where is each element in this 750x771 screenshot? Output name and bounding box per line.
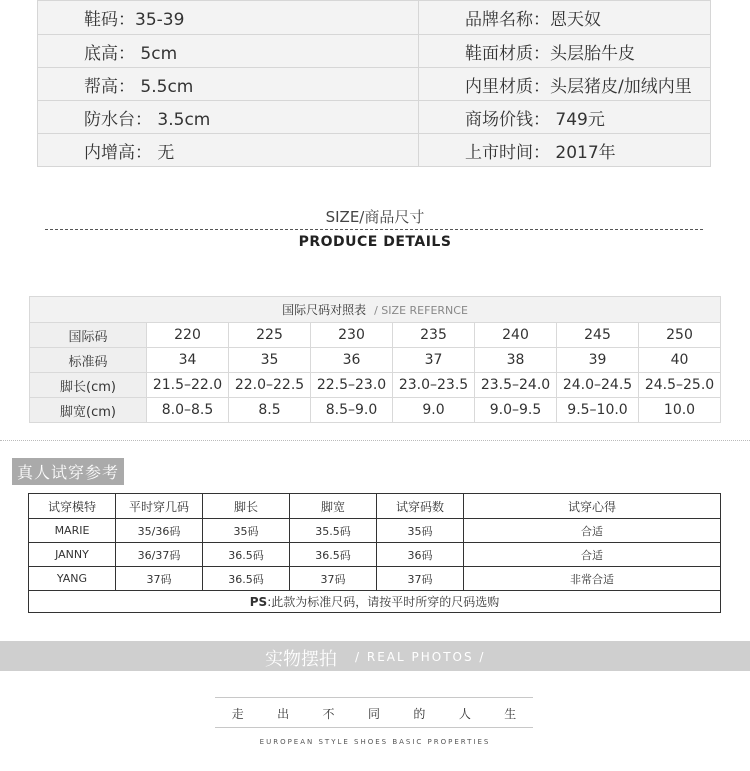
table-cell: 36/37码	[116, 543, 203, 567]
table-cell: MARIE	[29, 519, 116, 543]
row-label: 脚长(cm)	[30, 373, 147, 398]
motto-char: 走	[231, 707, 244, 721]
table-row	[29, 519, 721, 543]
table-row	[30, 348, 721, 373]
column-header: 脚宽	[290, 494, 377, 519]
motto-char: 的	[413, 707, 426, 721]
size-cell: 22.5–23.0	[311, 373, 393, 398]
size-cell: 35	[229, 348, 311, 373]
table-cell: YANG	[29, 567, 116, 591]
motto-char: 生	[504, 707, 517, 721]
table-row	[30, 398, 721, 423]
size-cell: 9.5–10.0	[557, 398, 639, 423]
table-cell: 37码	[290, 567, 377, 591]
column-header: 脚长	[203, 494, 290, 519]
size-cell: 225	[229, 323, 311, 348]
spec-cell: 商场价钱： 749元	[419, 101, 711, 134]
size-cell: 230	[311, 323, 393, 348]
spec-cell: 帮高： 5.5cm	[38, 68, 419, 101]
size-section-title: SIZE/商品尺寸	[325, 208, 425, 226]
table-row	[30, 373, 721, 398]
table-cell: 36.5码	[203, 543, 290, 567]
table-cell: 35/36码	[116, 519, 203, 543]
tryon-table	[28, 493, 721, 613]
table-cell: 37码	[116, 567, 203, 591]
spec-table	[37, 0, 711, 167]
table-cell: 非常合适	[464, 567, 721, 591]
table-cell: 35码	[377, 519, 464, 543]
table-cell: 35.5码	[290, 519, 377, 543]
size-cell: 250	[639, 323, 721, 348]
size-table-header-cn: 国际尺码对照表	[282, 303, 367, 317]
size-cell: 40	[639, 348, 721, 373]
size-cell: 10.0	[639, 398, 721, 423]
size-cell: 38	[475, 348, 557, 373]
table-cell: JANNY	[29, 543, 116, 567]
table-cell: 36.5码	[203, 567, 290, 591]
motto-en: EUROPEAN STYLE SHOES BASIC PROPERTIES	[259, 738, 491, 746]
real-photos-banner	[0, 641, 750, 671]
real-photos-en: / REAL PHOTOS /	[355, 650, 486, 664]
size-cell: 240	[475, 323, 557, 348]
size-cell: 23.5–24.0	[475, 373, 557, 398]
ps-text: :此款为标准尺码，请按平时所穿的尺码选购	[267, 595, 500, 609]
real-photos-title: 实物摆拍	[265, 649, 337, 670]
table-cell: 37码	[377, 567, 464, 591]
column-header: 试穿模特	[29, 494, 116, 519]
motto	[215, 705, 533, 722]
motto-char: 人	[458, 707, 471, 721]
column-header: 平时穿几码	[116, 494, 203, 519]
row-label: 脚宽(cm)	[30, 398, 147, 423]
spec-cell: 鞋面材质：头层胎牛皮	[419, 35, 711, 68]
column-header: 试穿心得	[464, 494, 721, 519]
table-cell: 36码	[377, 543, 464, 567]
size-cell: 9.0	[393, 398, 475, 423]
dashed-divider	[45, 229, 703, 230]
spec-cell: 上市时间： 2017年	[419, 134, 711, 167]
produce-details-heading: PRODUCE DETAILS	[298, 234, 452, 250]
table-cell: 合适	[464, 519, 721, 543]
size-cell: 21.5–22.0	[147, 373, 229, 398]
spec-cell: 内增高： 无	[38, 134, 419, 167]
size-cell: 235	[393, 323, 475, 348]
ps-note-row	[29, 591, 721, 613]
size-table-header	[30, 297, 721, 323]
ps-note	[29, 591, 721, 613]
size-cell: 22.0–22.5	[229, 373, 311, 398]
motto-bottom-line	[215, 727, 533, 728]
size-cell: 24.0–24.5	[557, 373, 639, 398]
motto-char: 同	[367, 707, 380, 721]
size-cell: 9.0–9.5	[475, 398, 557, 423]
table-cell: 合适	[464, 543, 721, 567]
size-table-header-en: / SIZE REFERNCE	[374, 304, 468, 317]
size-cell: 34	[147, 348, 229, 373]
size-cell: 220	[147, 323, 229, 348]
table-header-row	[29, 494, 721, 519]
row-label: 标准码	[30, 348, 147, 373]
size-cell: 245	[557, 323, 639, 348]
ps-label: PS	[249, 595, 268, 609]
motto-char: 出	[277, 707, 290, 721]
size-cell: 24.5–25.0	[639, 373, 721, 398]
size-cell: 23.0–23.5	[393, 373, 475, 398]
tryon-section-label: 真人试穿参考	[12, 458, 124, 485]
spec-cell: 品牌名称：恩天奴	[419, 1, 711, 35]
spec-cell: 底高： 5cm	[38, 35, 419, 68]
table-cell: 36.5码	[290, 543, 377, 567]
motto-top-line	[215, 697, 533, 698]
size-cell: 37	[393, 348, 475, 373]
motto-char: 不	[322, 707, 335, 721]
size-cell: 39	[557, 348, 639, 373]
size-cell: 8.5–9.0	[311, 398, 393, 423]
column-header: 试穿码数	[377, 494, 464, 519]
spec-cell: 鞋码：35-39	[38, 1, 419, 35]
size-cell: 8.5	[229, 398, 311, 423]
table-cell: 35码	[203, 519, 290, 543]
size-reference-table	[29, 296, 721, 423]
dotted-divider	[0, 440, 750, 441]
size-cell: 36	[311, 348, 393, 373]
size-cell: 8.0–8.5	[147, 398, 229, 423]
spec-cell: 内里材质：头层猪皮/加绒内里	[419, 68, 711, 101]
table-row	[30, 323, 721, 348]
row-label: 国际码	[30, 323, 147, 348]
table-row	[29, 567, 721, 591]
spec-cell: 防水台： 3.5cm	[38, 101, 419, 134]
table-row	[29, 543, 721, 567]
